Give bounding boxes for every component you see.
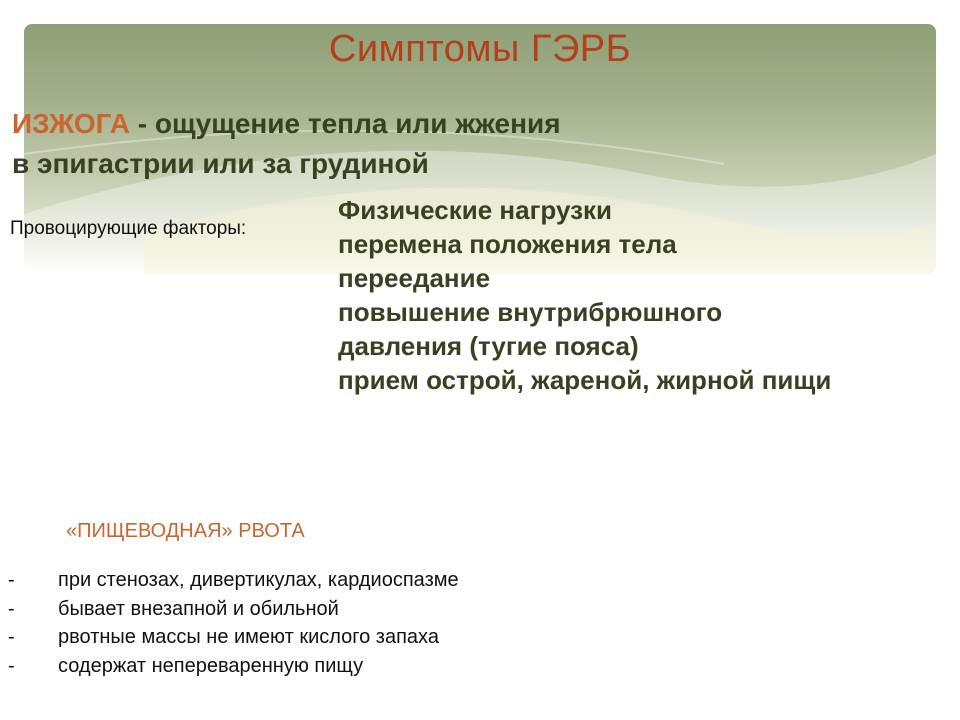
factor-item: прием острой, жареной, жирной пищи [338,365,832,395]
factor-item: перемена положения тела [338,229,677,259]
heartburn-definition [12,104,712,184]
bullet-dash: - [8,597,15,620]
heartburn-definition-text-1: - ощущение тепла или жжения [130,108,561,139]
heartburn-line-1 [12,104,712,144]
vomiting-item [8,623,459,652]
factor-item: переедание [338,263,491,293]
vomiting-item [8,595,459,624]
vomiting-item-text: рвотные массы не имеют кислого запаха [58,626,439,648]
vomiting-item-text: бывает внезапной и обильной [58,597,339,620]
provoking-factors-label: Провоцирующие факторы: [10,218,247,239]
vomiting-item-text: при стенозах, дивертикулах, кардиоспазме [58,569,459,591]
esophageal-vomiting-heading: «ПИЩЕВОДНАЯ» РВОТА [66,520,305,542]
heartburn-term: ИЗЖОГА [12,108,131,139]
bullet-dash: - [8,569,15,591]
esophageal-vomiting-list [8,566,459,680]
factor-item: повышение внутрибрюшного [338,297,723,327]
vomiting-item [8,566,459,595]
provoking-factors-list [338,193,831,397]
factor-item: Физические нагрузки [338,195,613,225]
bullet-dash: - [8,654,15,677]
slide-title: Симптомы ГЭРБ [328,28,632,70]
bullet-dash: - [8,626,15,648]
factor-item: давления (тугие пояса) [338,331,639,361]
heartburn-definition-text-2: в эпигастрии или за грудиной [12,148,429,179]
vomiting-item-text: содержат непереваренную пищу [58,654,364,677]
vomiting-item [8,652,459,681]
